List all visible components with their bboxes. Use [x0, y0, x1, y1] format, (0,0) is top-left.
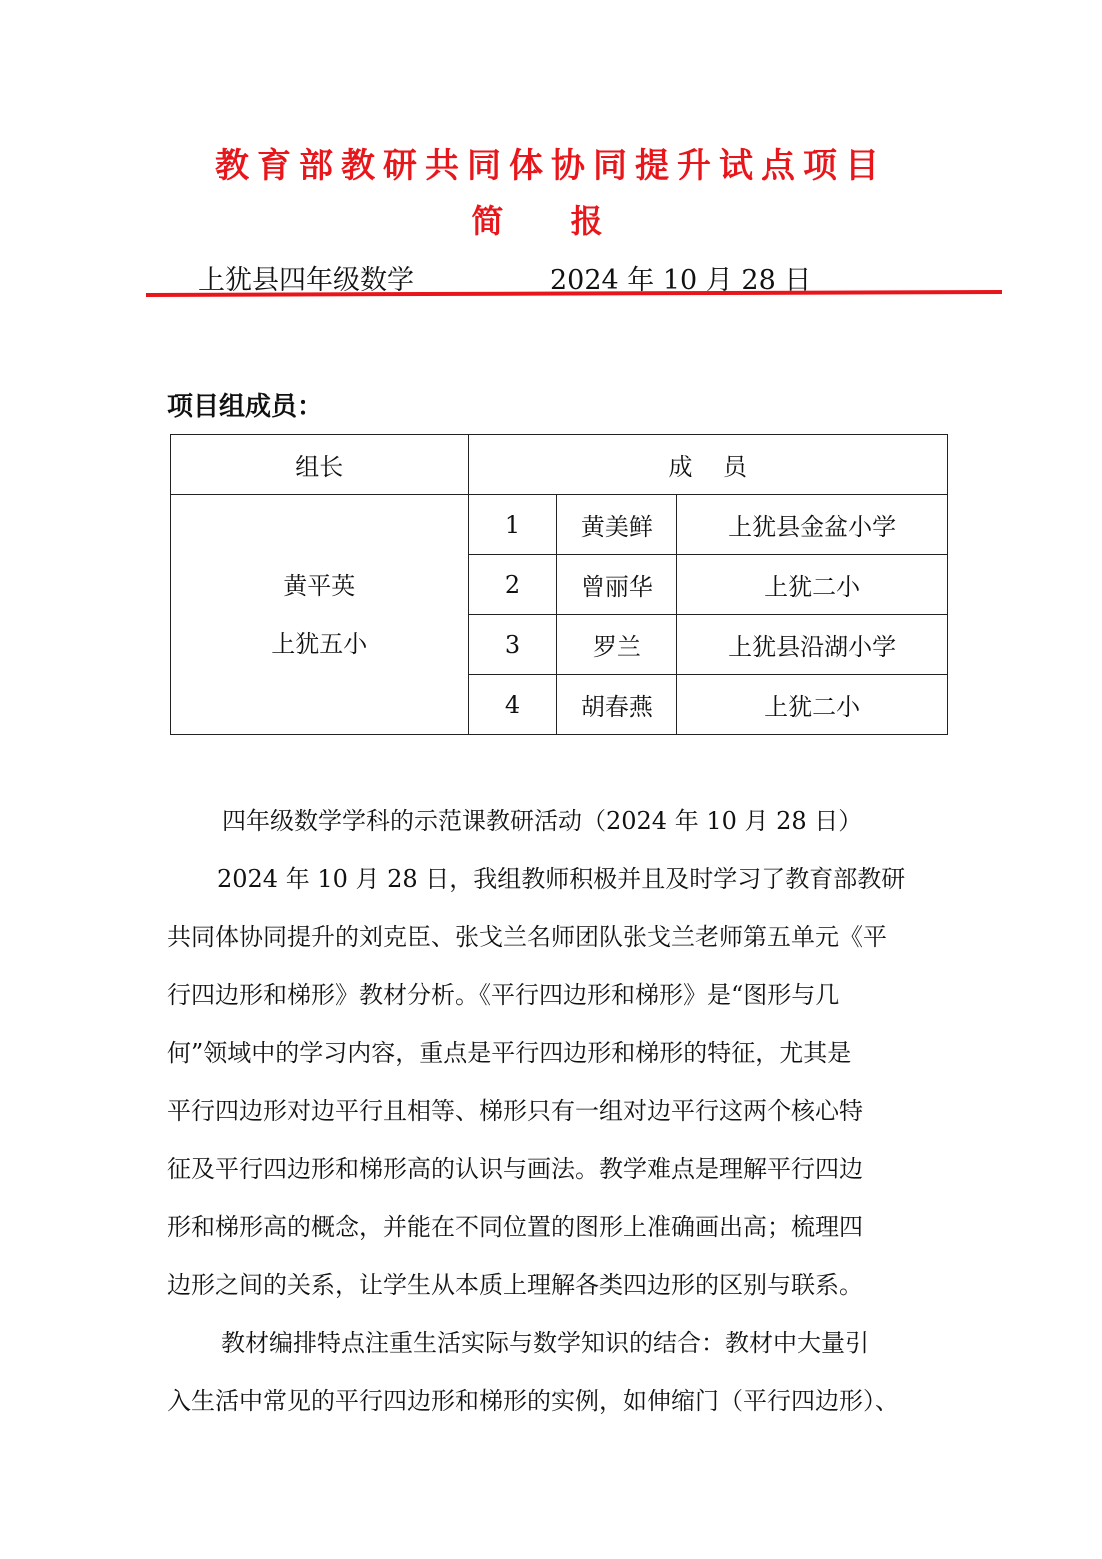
member-name: 胡春燕	[557, 675, 677, 735]
report-title: 教育部教研共同体协同提升试点项目	[215, 146, 887, 186]
paragraph-line: 行四边形和梯形》教材分析。《平行四边形和梯形》是“图形与几	[167, 981, 840, 1009]
paragraph-line: 形和梯形高的概念，并能在不同位置的图形上准确画出高；梳理四	[167, 1213, 863, 1241]
paragraph-line: 2024 年 10 月 28 日，我组教师积极并且及时学习了教育部教研	[217, 865, 906, 893]
member-school: 上犹县沿湖小学	[677, 615, 948, 675]
paragraph-1	[167, 850, 957, 1314]
member-number: 4	[468, 675, 557, 735]
members-column-header: 成 员	[468, 435, 947, 495]
leader-cell	[171, 495, 469, 735]
member-number: 2	[468, 555, 557, 615]
leader-name: 黄平英	[283, 571, 356, 600]
paragraph-line: 平行四边形对边平行且相等、梯形只有一组对边平行这两个核心特	[167, 1097, 863, 1125]
members-heading: 项目组成员：	[167, 392, 324, 422]
paragraph-line: 何”领域中的学习内容，重点是平行四边形和梯形的特征，尤其是	[167, 1039, 852, 1067]
paragraph-line: 共同体协同提升的刘克臣、张戈兰名师团队张戈兰老师第五单元《平	[167, 923, 887, 951]
paragraph-line: 入生活中常见的平行四边形和梯形的实例，如伸缩门（平行四边形）、	[167, 1387, 899, 1415]
member-name: 曾丽华	[557, 555, 677, 615]
leader-column-header: 组长	[171, 435, 469, 495]
members-table	[170, 434, 948, 735]
report-subtitle: 简 报	[471, 202, 631, 240]
member-school: 上犹县金盆小学	[677, 495, 948, 555]
member-number: 1	[468, 495, 557, 555]
member-name: 罗兰	[557, 615, 677, 675]
member-school: 上犹二小	[677, 555, 948, 615]
member-name: 黄美鲜	[557, 495, 677, 555]
activity-title-text: 四年级数学学科的示范课教研活动（2024 年 10 月 28 日）	[222, 807, 863, 835]
table-row	[171, 495, 948, 555]
paragraph-line: 边形之间的关系，让学生从本质上理解各类四边形的区别与联系。	[167, 1271, 863, 1299]
member-school: 上犹二小	[677, 675, 948, 735]
paragraph-line: 教材编排特点注重生活实际与数学知识的结合：教材中大量引	[221, 1329, 869, 1357]
paragraph-line: 征及平行四边形和梯形高的认识与画法。教学难点是理解平行四边	[167, 1155, 863, 1183]
county-subject: 上犹县四年级数学	[198, 265, 414, 296]
paragraph-2	[167, 1314, 957, 1430]
leader-school: 上犹五小	[271, 629, 368, 658]
table-header-row	[171, 435, 948, 495]
activity-title	[222, 792, 962, 850]
member-number: 3	[468, 615, 557, 675]
report-date: 2024 年 10 月 28 日	[550, 265, 812, 296]
